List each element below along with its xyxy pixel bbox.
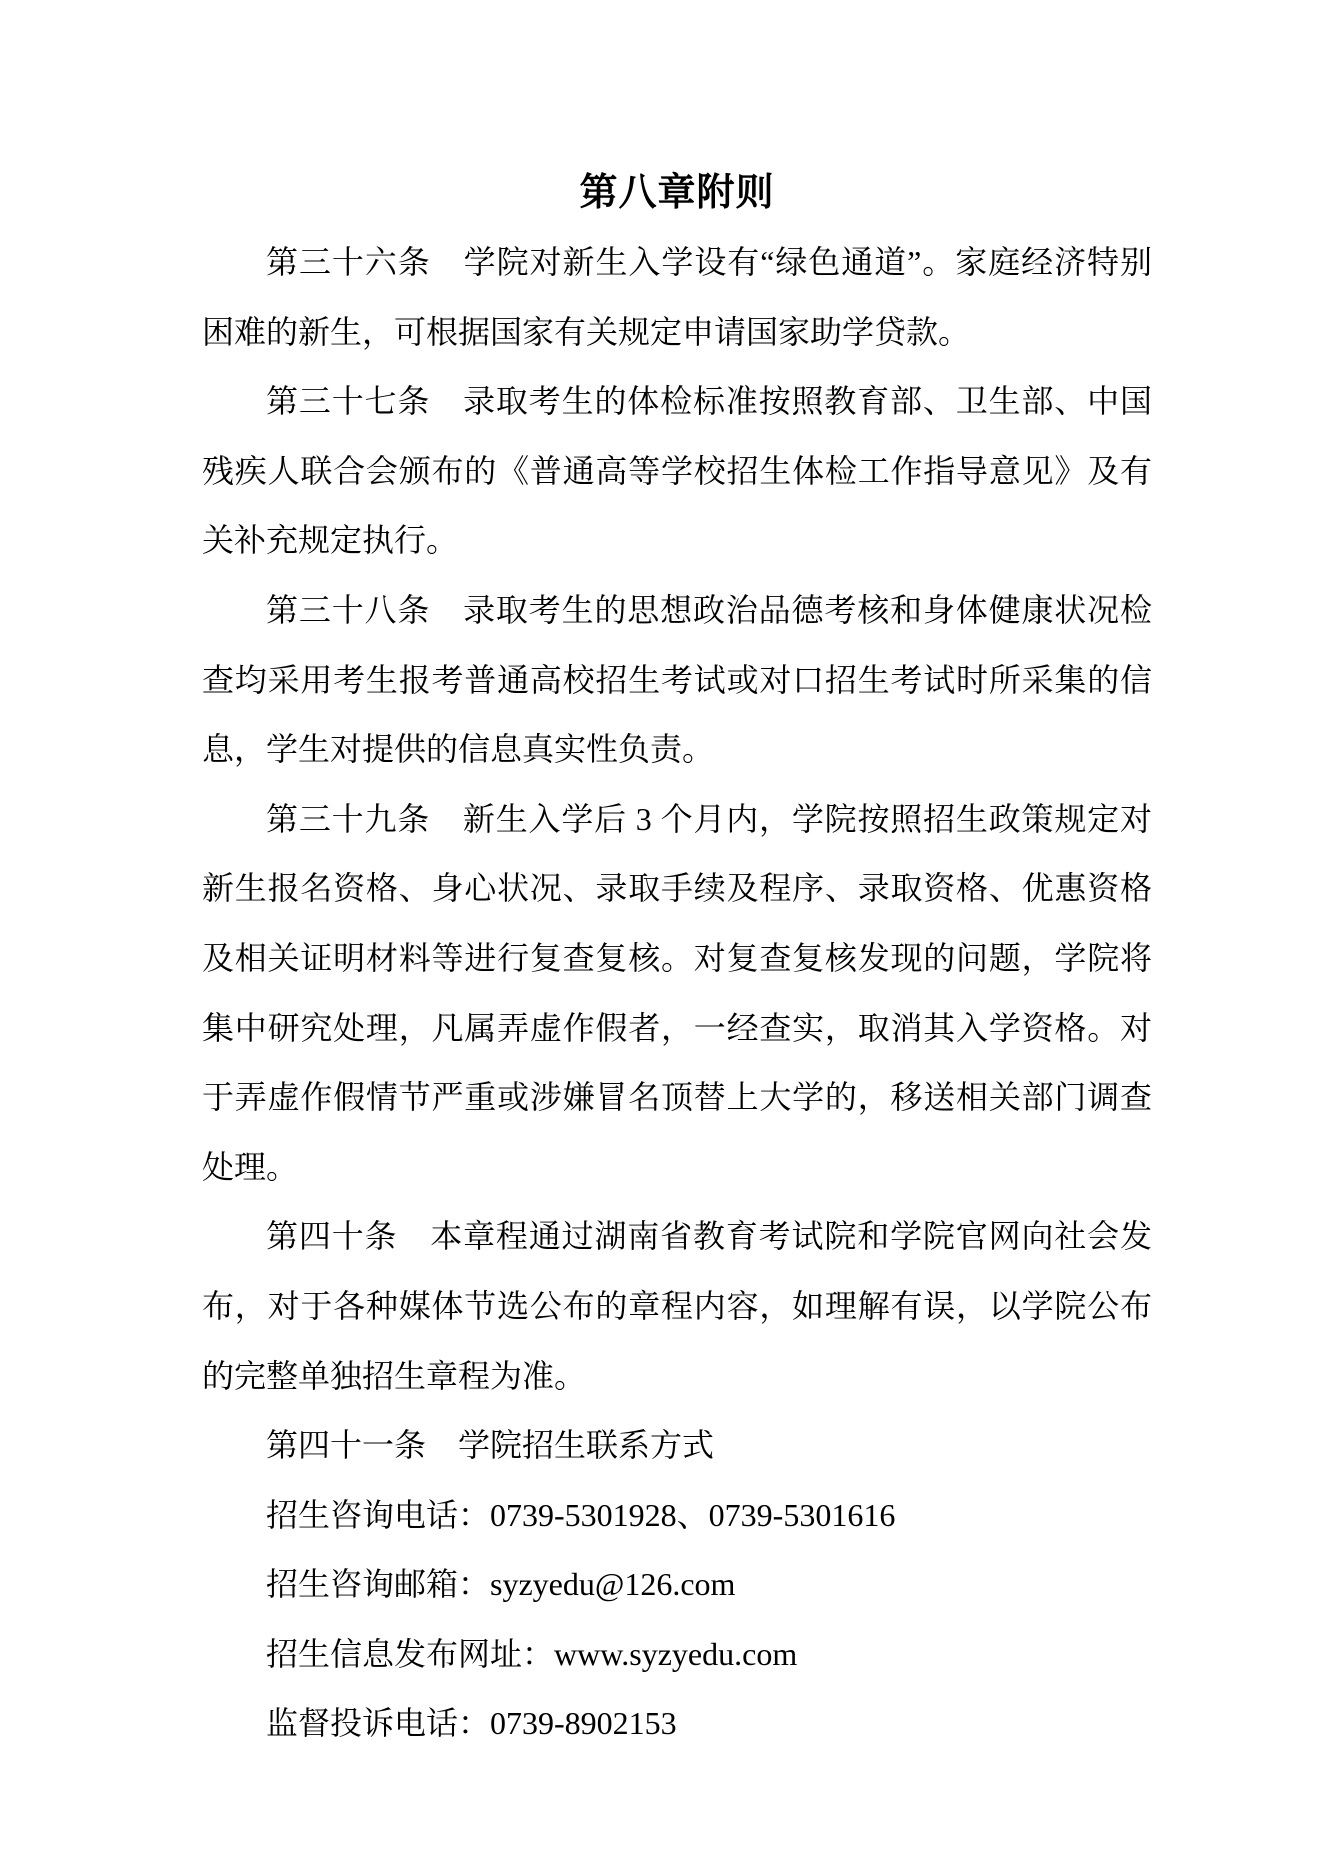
paragraph-article-41: 第四十一条 学院招生联系方式 <box>266 1427 715 1464</box>
paragraph-article-36: 第三十六条 学院对新生入学设有“绿色通道”。家庭经济特别困难的新生，可根据国家有关规定申请国家助学贷款。 <box>202 244 1152 350</box>
paragraph-article-38: 第三十八条 录取考生的思想政治品德考核和身体健康状况检查均采用考生报考普通高校招生考试或对口招生考试时所采集的信息，学生对提供的信息真实性负责。 <box>202 591 1152 768</box>
paragraph-article-37: 第三十七条 录取考生的体检标准按照教育部、卫生部、中国残疾人联合会颁布的《普通高等学校招生体检工作指导意见》及有关补充规定执行。 <box>202 383 1152 559</box>
paragraph-article-40: 第四十条 本章程通过湖南省教育考试院和学院官网向社会发布，对于各种媒体节选公布的章程内容，如理解有误，以学院公布的完整单独招生章程为准。 <box>202 1218 1152 1394</box>
supervision-phone-line: 监督投诉电话：0739-8902153 <box>266 1705 677 1742</box>
contact-phone-line: 招生咨询电话：0739-5301928、0739-5301616 <box>266 1496 896 1533</box>
document-content <box>202 158 1152 1759</box>
paragraph-article-39: 第三十九条 新生入学后 3 个月内，学院按照招生政策规定对新生报名资格、身心状况、录取手续及程序、录取资格、优惠资格及相关证明材料等进行复查复核。对复查复核发现的问题，学院将集中研究处理，凡属弄虚作假者，一经查实，取消其入学资格。对于弄虚作假情节严重或涉嫌冒名顶替上大学的，移送相关部门调查处理。 <box>202 800 1152 1185</box>
contact-website-line: 招生信息发布网址：www.syzyedu.com <box>266 1635 798 1672</box>
contact-email-line: 招生咨询邮箱：syzyedu@126.com <box>266 1566 736 1603</box>
chapter-title: 第八章附则 <box>579 172 775 214</box>
